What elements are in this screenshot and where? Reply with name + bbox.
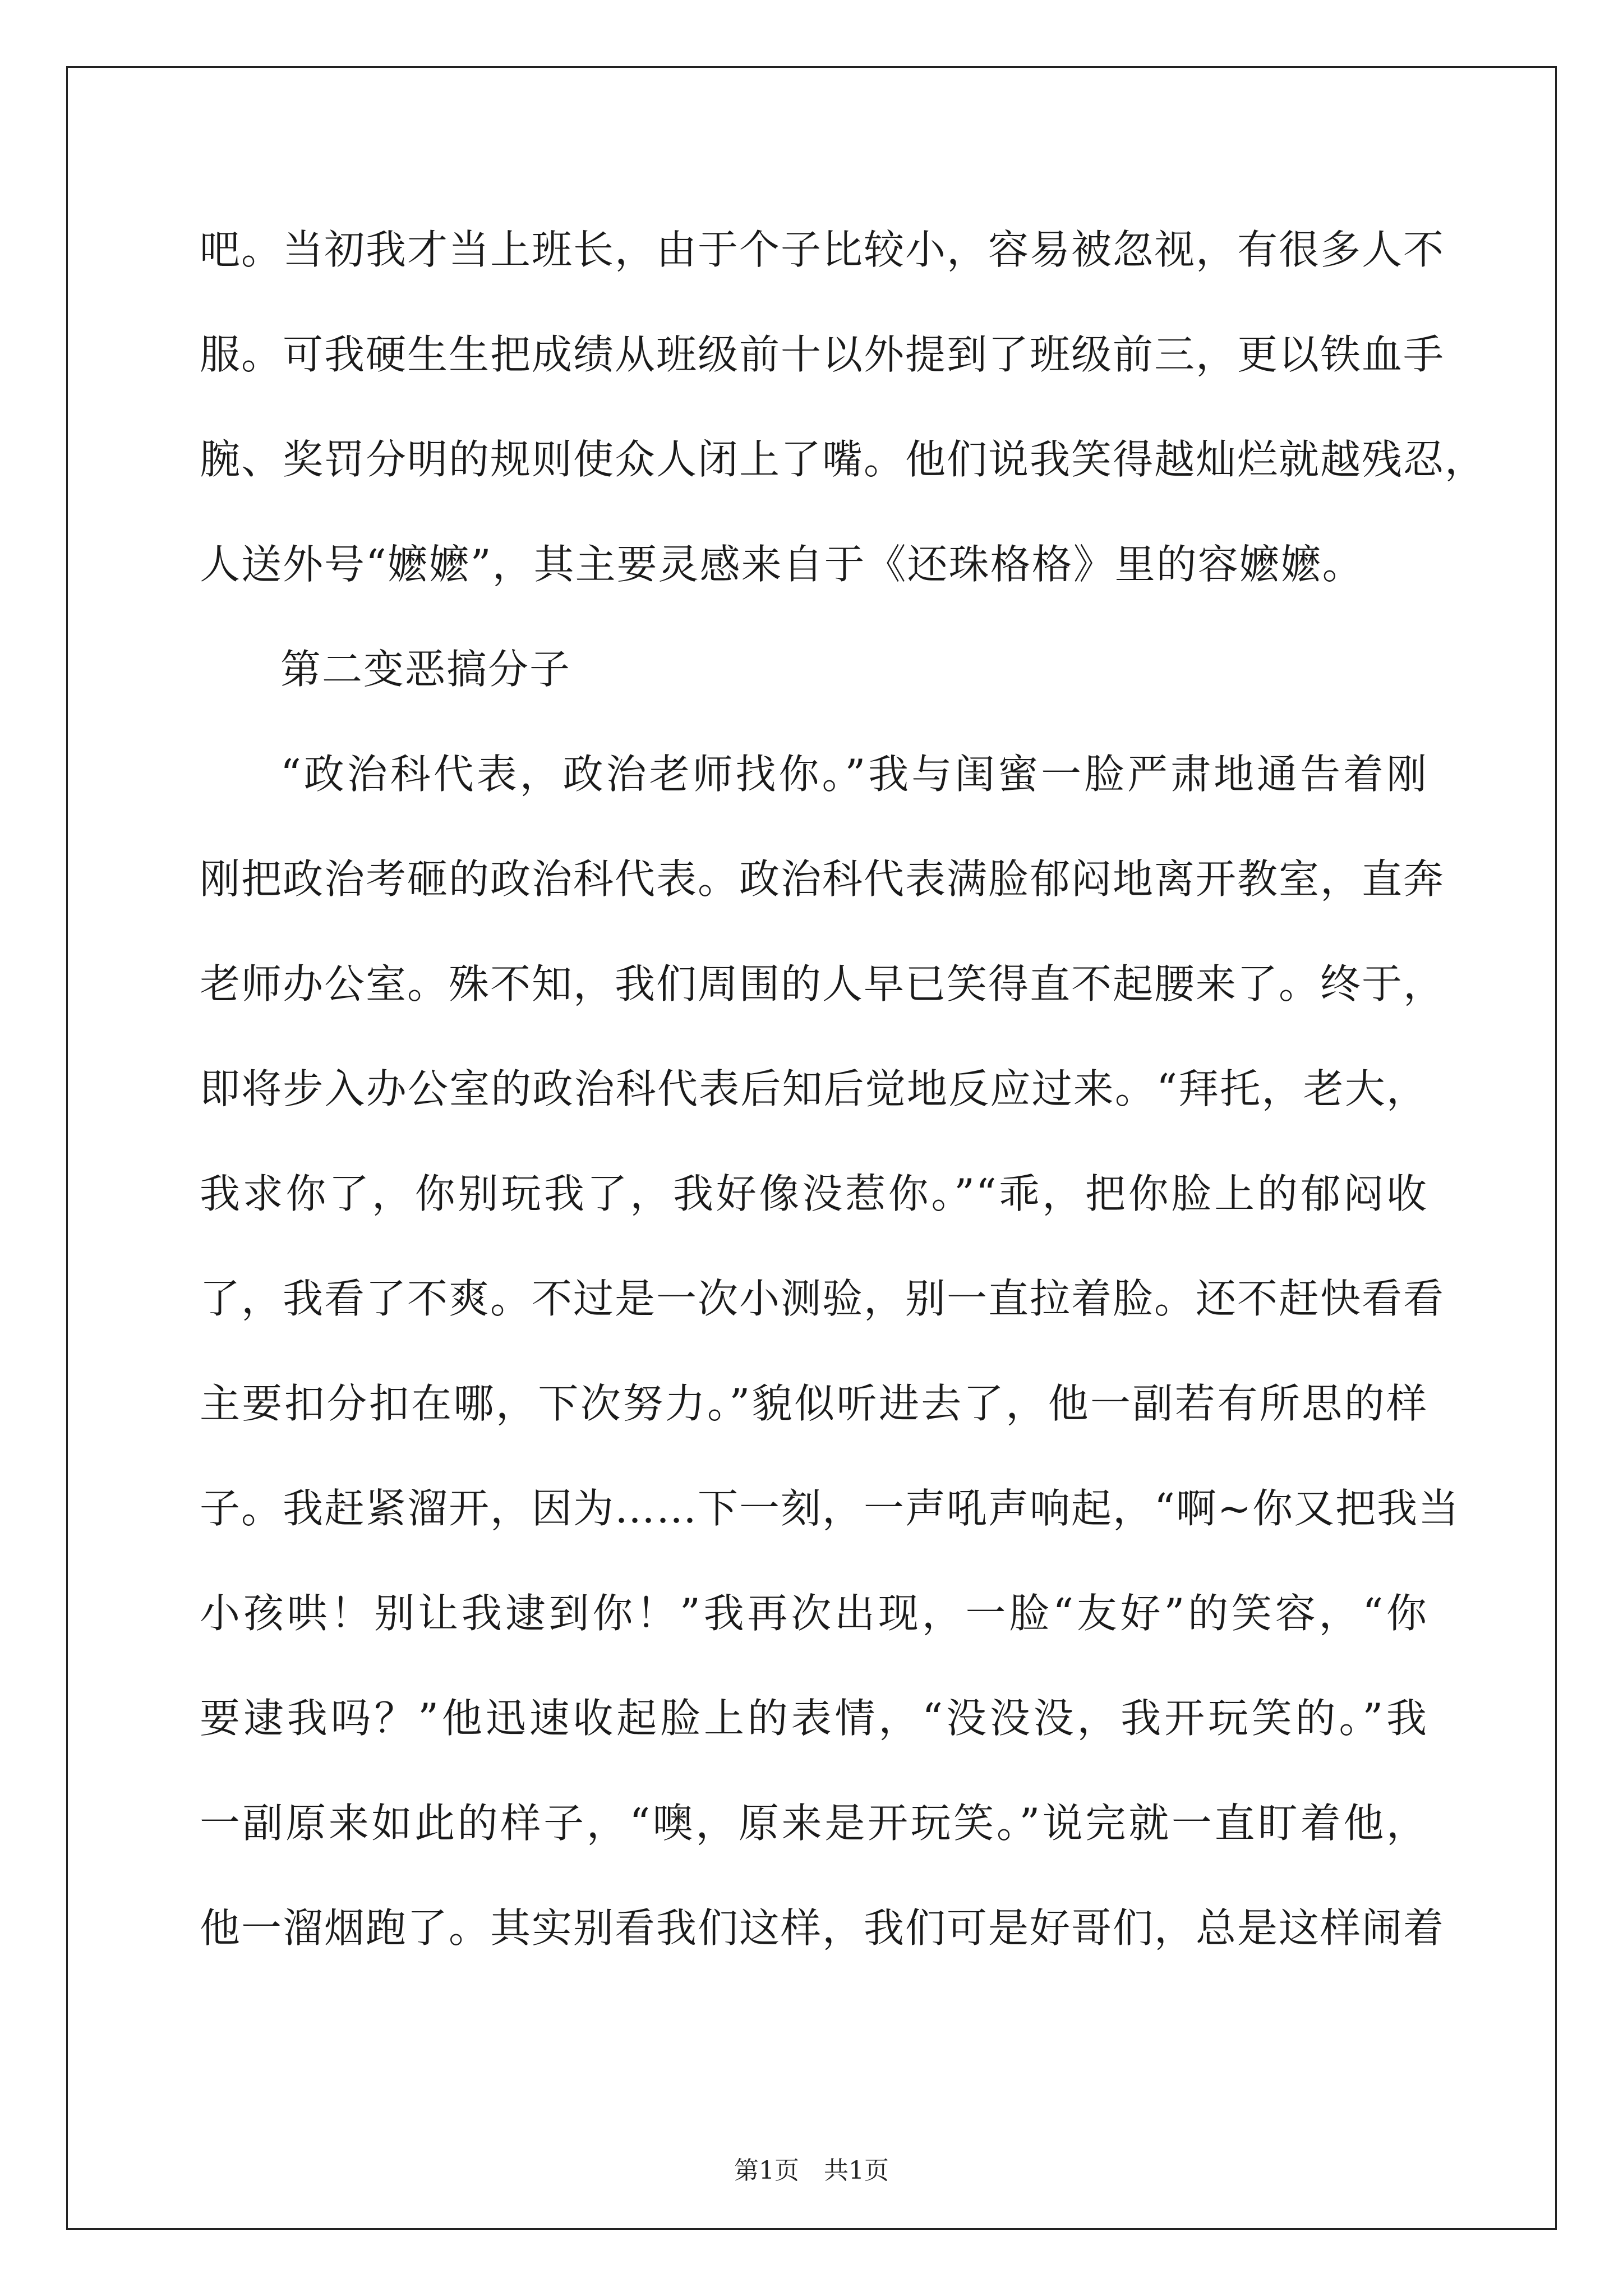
text-line: 一副原来如此的样子，“噢，原来是开玩笑。”说完就一直盯着他， bbox=[200, 1800, 1428, 1847]
text-line: 要逮我吗？”他迅速收起脸上的表情，“没没没，我开玩笑的。”我 bbox=[200, 1695, 1428, 1742]
section-heading: 第二变恶搞分子 bbox=[280, 646, 571, 693]
text-line: 腕、奖罚分明的规则使众人闭上了嘴。他们说我笑得越灿烂就越残忍， bbox=[200, 436, 1487, 483]
page-footer: 第1页 共1页 bbox=[734, 2156, 889, 2185]
text-line: 即将步入办公室的政治科代表后知后觉地反应过来。“拜托，老大， bbox=[200, 1065, 1428, 1112]
text-line: 人送外号“嬷嬷”，其主要灵感来自于《还珠格格》里的容嬷嬷。 bbox=[200, 541, 1364, 588]
text-line: 了，我看了不爽。不过是一次小测验，别一直拉着脸。还不赶快看看 bbox=[200, 1275, 1445, 1322]
text-line: 服。可我硬生生把成绩从班级前十以外提到了班级前三，更以铁血手 bbox=[200, 331, 1445, 378]
text-line: 主要扣分扣在哪，下次努力。”貌似听进去了，他一副若有所思的样 bbox=[200, 1380, 1428, 1427]
text-line: “政治科代表，政治老师找你。”我与闺蜜一脸严肃地通告着刚 bbox=[280, 751, 1428, 798]
text-line: 刚把政治考砸的政治科代表。政治科代表满脸郁闷地离开教室，直奔 bbox=[200, 855, 1445, 903]
text-line: 吧。当初我才当上班长，由于个子比较小，容易被忽视，有很多人不 bbox=[200, 226, 1445, 273]
text-line: 我求你了，你别玩我了，我好像没惹你。”“乖，把你脸上的郁闷收 bbox=[200, 1170, 1428, 1217]
text-line: 小孩哄！别让我逮到你！”我再次出现，一脸“友好”的笑容，“你 bbox=[200, 1590, 1428, 1637]
text-line: 老师办公室。殊不知，我们周围的人早已笑得直不起腰来了。终于， bbox=[200, 960, 1445, 1007]
text-line: 他一溜烟跑了。其实别看我们这样，我们可是好哥们，总是这样闹着 bbox=[200, 1904, 1445, 1952]
text-line: 子。我赶紧溜开，因为……下一刻，一声吼声响起，“啊~你又把我当 bbox=[200, 1485, 1460, 1532]
